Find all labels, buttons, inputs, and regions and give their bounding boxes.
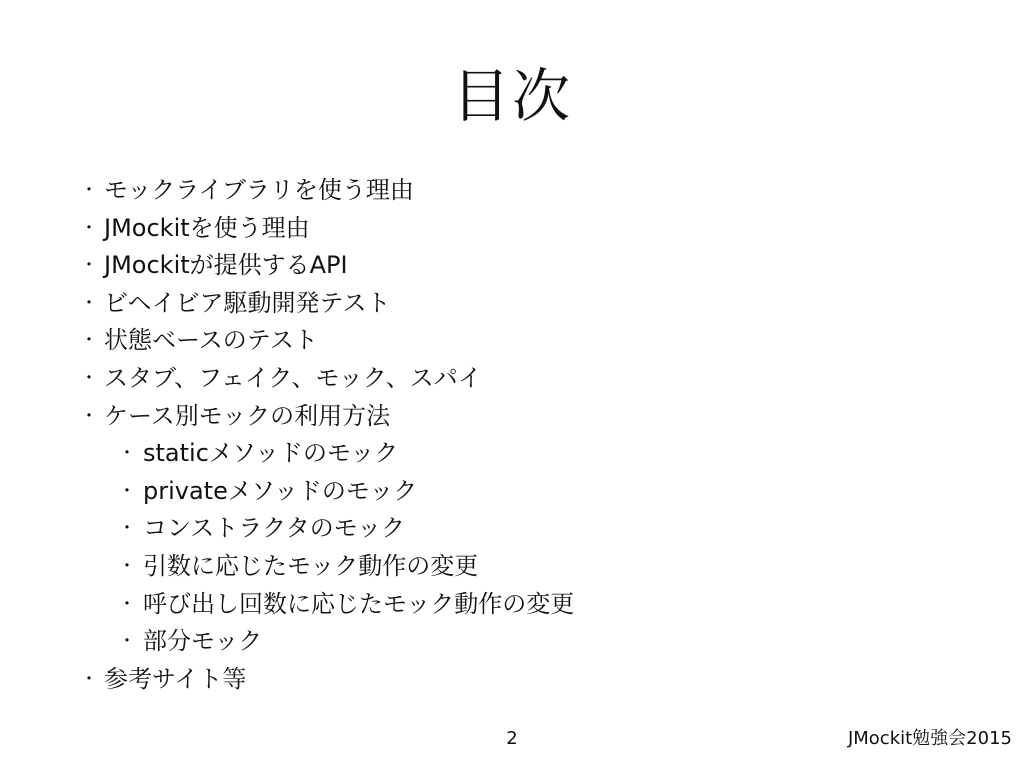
toc-item <box>0 285 1024 323</box>
toc-item-label: privateメソッドのモック <box>143 476 418 505</box>
toc-item <box>0 172 1024 210</box>
bullet-marker: ・ <box>118 518 136 540</box>
bullet-marker: ・ <box>80 217 98 239</box>
bullet-marker: ・ <box>80 405 98 427</box>
toc-subitem <box>0 623 1024 661</box>
toc-item-label: 部分モック <box>143 627 263 656</box>
toc-item-label: JMockitを使う理由 <box>104 213 310 242</box>
table-of-contents <box>0 172 1024 698</box>
toc-item-label: スタブ、フェイク、モック、スパイ <box>104 363 482 392</box>
toc-subitem <box>0 473 1024 511</box>
toc-subitem <box>0 548 1024 586</box>
toc-item-label: JMockitが提供するAPI <box>104 251 348 280</box>
toc-item-label: 引数に応じたモック動作の変更 <box>143 551 479 580</box>
toc-item <box>0 247 1024 285</box>
toc-item-label: ケース別モックの利用方法 <box>104 401 391 430</box>
footer-text: JMockit勉強会2015 <box>847 728 1012 749</box>
bullet-marker: ・ <box>80 330 98 352</box>
bullet-marker: ・ <box>118 555 136 577</box>
page-number: 2 <box>506 728 518 749</box>
toc-item-label: staticメソッドのモック <box>143 439 399 468</box>
toc-subitem <box>0 510 1024 548</box>
slide-title: 目次 <box>451 62 572 130</box>
toc-item <box>0 210 1024 248</box>
toc-subitem <box>0 586 1024 624</box>
toc-item <box>0 661 1024 699</box>
bullet-marker: ・ <box>80 367 98 389</box>
toc-item-label: モックライブラリを使う理由 <box>104 176 414 204</box>
toc-item-label: ビヘイビア駆動開発テスト <box>104 288 391 317</box>
bullet-marker: ・ <box>80 292 98 314</box>
toc-item-label: 状態ベースのテスト <box>104 326 318 355</box>
toc-subitem <box>0 435 1024 473</box>
bullet-marker: ・ <box>80 255 98 277</box>
toc-item-label: 参考サイト等 <box>104 664 247 693</box>
toc-item <box>0 360 1024 398</box>
bullet-marker: ・ <box>118 443 136 465</box>
toc-item-label: 呼び出し回数に応じたモック動作の変更 <box>143 589 575 618</box>
bullet-marker: ・ <box>118 631 136 653</box>
bullet-marker: ・ <box>118 593 136 615</box>
bullet-marker: ・ <box>80 180 98 201</box>
bullet-marker: ・ <box>118 480 136 502</box>
toc-item <box>0 322 1024 360</box>
toc-item-label: コンストラクタのモック <box>143 514 406 543</box>
bullet-marker: ・ <box>80 668 98 690</box>
toc-item <box>0 398 1024 436</box>
